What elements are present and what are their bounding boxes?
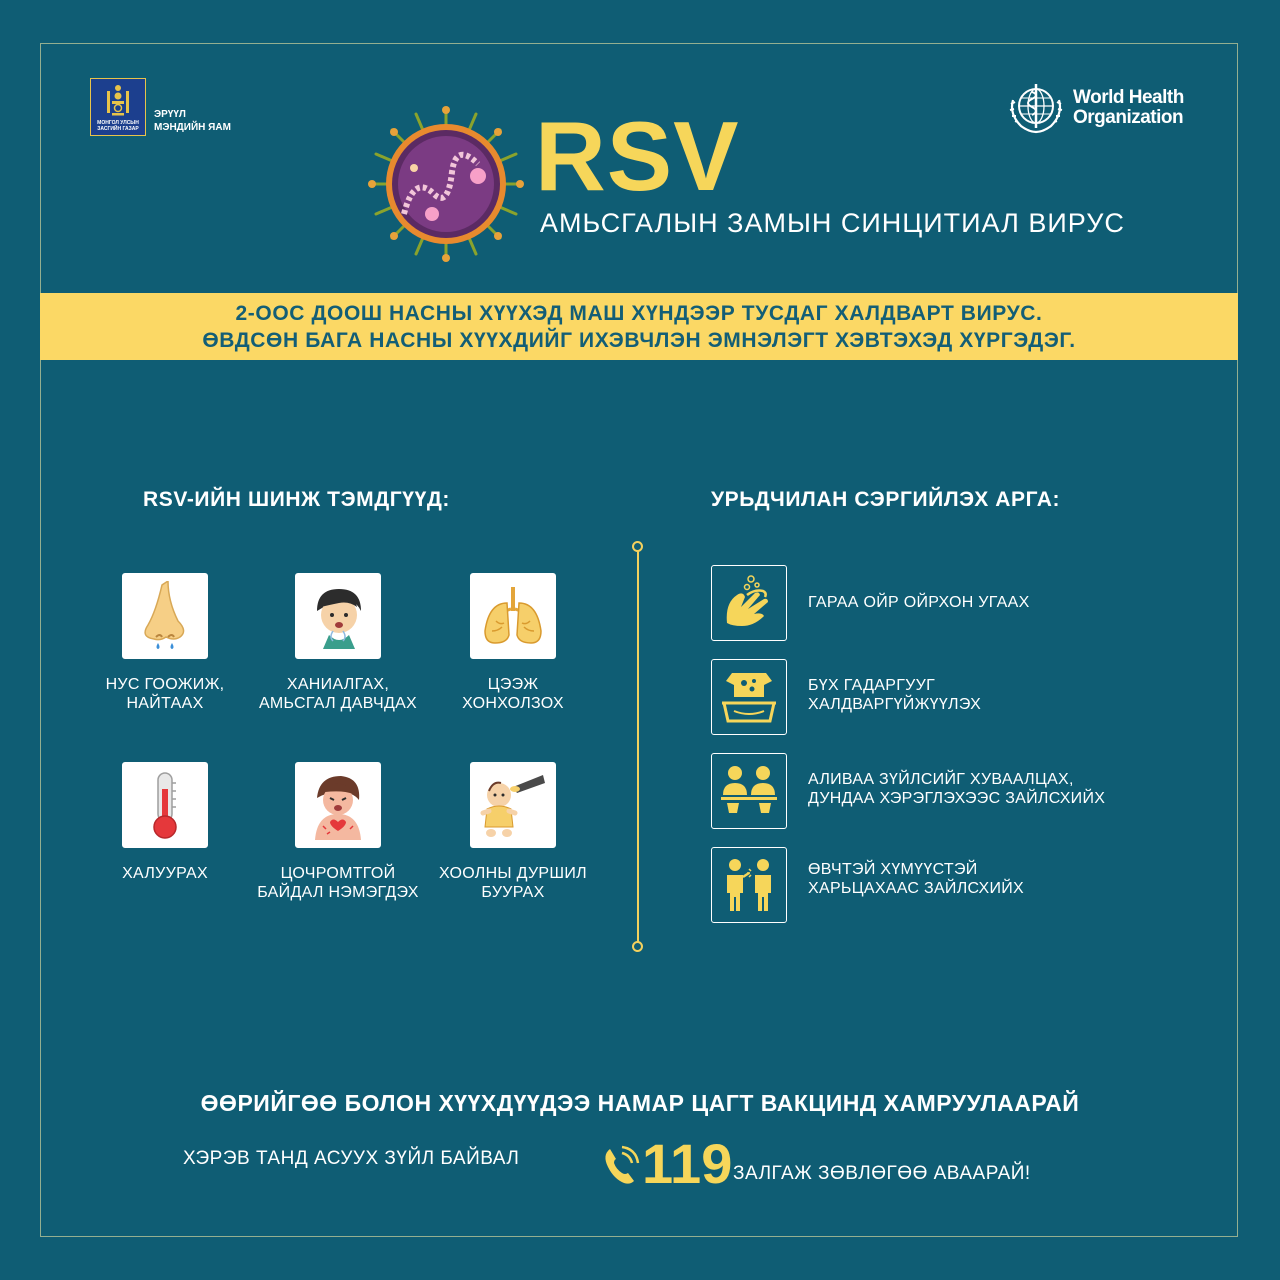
prevention-no-sharing-label bbox=[808, 770, 1105, 808]
prevention-no-sharing-box bbox=[711, 753, 787, 829]
prevention-handwash-box bbox=[711, 565, 787, 641]
prevention-3-line2: ДУНДАА ХЭРЭГЛЭХЭЭС ЗАЙЛСХИЙХ bbox=[808, 790, 1106, 807]
prevention-disinfect-box bbox=[711, 659, 787, 735]
prevention-2-line2: ХАЛДВАРГҮЙЖҮҮЛЭХ bbox=[808, 696, 982, 713]
symptom-runny-nose-label bbox=[70, 675, 260, 713]
who-name-line2: Organization bbox=[1073, 107, 1184, 128]
symptom-1-line2: НАЙТААХ bbox=[126, 695, 204, 712]
symptom-irritable-label bbox=[243, 864, 433, 902]
prevention-avoid-sick-label bbox=[808, 860, 1024, 898]
prevention-2-line1: БҮХ ГАДАРГУУГ bbox=[808, 677, 936, 694]
symptom-6-line1: ХООЛНЫ ДУРШИЛ bbox=[439, 865, 587, 882]
warning-banner bbox=[40, 293, 1238, 360]
symptom-chest-label bbox=[418, 675, 608, 713]
hand-washing-icon bbox=[721, 573, 777, 633]
section-divider bbox=[637, 547, 639, 947]
symptom-1-line1: НУС ГООЖИЖ, bbox=[105, 676, 225, 693]
virus-illustration bbox=[366, 104, 526, 264]
ministry-of-health-logo bbox=[90, 78, 231, 136]
who-name-line1: World Health bbox=[1073, 87, 1184, 108]
symptom-5-line2: БАЙДАЛ НЭМЭГДЭХ bbox=[257, 884, 419, 901]
symptom-nose-box bbox=[122, 573, 208, 659]
vaccination-call-to-action: ӨӨРИЙГӨӨ БОЛОН ХҮҮХДҮҮДЭЭ НАМАР ЦАГТ ВАКЦИНД ХАМРУУЛААРАЙ bbox=[200, 1090, 1080, 1116]
avoid-sick-people-icon bbox=[719, 855, 779, 915]
symptom-lungs-box bbox=[470, 573, 556, 659]
symptom-cough-label bbox=[243, 675, 433, 713]
ministry-name bbox=[154, 108, 231, 134]
symptom-3-line2: ХОНХОЛЗОХ bbox=[462, 695, 564, 712]
hotline-number[interactable]: 119 bbox=[642, 1132, 733, 1195]
prevention-handwash-label bbox=[808, 593, 1030, 612]
baby-refusing-food-icon bbox=[477, 769, 549, 841]
prevention-4-line1: ӨВЧТЭЙ ХҮМҮҮСТЭЙ bbox=[808, 861, 978, 878]
who-logo bbox=[1005, 80, 1184, 136]
emblem-caption-line2: ЗАСГИЙН ГАЗАР bbox=[97, 126, 139, 132]
page-subtitle: АМЬСГАЛЫН ЗАМЫН СИНЦИТИАЛ ВИРУС bbox=[540, 208, 1125, 238]
symptom-6-line2: БУУРАХ bbox=[481, 884, 545, 901]
symptoms-heading: RSV-ИЙН ШИНЖ ТЭМДГҮҮД: bbox=[143, 488, 451, 511]
page-title: RSV bbox=[535, 101, 740, 211]
symptom-appetite-box bbox=[470, 762, 556, 848]
phone-icon bbox=[602, 1145, 640, 1185]
prevention-4-line2: ХАРЬЦАХААС ЗАЙЛСХИЙХ bbox=[808, 880, 1025, 897]
who-emblem-icon bbox=[1005, 80, 1067, 136]
ministry-name-line2: МЭНДИЙН ЯАМ bbox=[154, 122, 231, 133]
prevention-1-line1: ГАРАА ОЙР ОЙРХОН УГААХ bbox=[808, 594, 1030, 611]
divider-top-dot bbox=[632, 541, 643, 552]
prevention-heading: УРЬДЧИЛАН СЭРГИЙЛЭХ АРГА: bbox=[711, 488, 1061, 511]
emblem-caption-line1: МОНГОЛ УЛСЫН bbox=[97, 120, 139, 126]
symptom-cough-box bbox=[295, 573, 381, 659]
nose-icon bbox=[140, 581, 190, 651]
symptom-irritable-box bbox=[295, 762, 381, 848]
banner-line-2: ӨВДСӨН БАГА НАСНЫ ХҮҮХДИЙГ ИХЭВЧЛЭН ЭМНЭЛЭГТ ХЭВТЭХЭД ХҮРГЭДЭГ. bbox=[202, 328, 1076, 352]
irritable-child-icon bbox=[303, 770, 373, 840]
prevention-3-line1: АЛИВАА ЗҮЙЛСИЙГ ХУВААЛЦАХ, bbox=[808, 771, 1074, 788]
divider-bottom-dot bbox=[632, 941, 643, 952]
banner-line-1: 2-ООС ДООШ НАСНЫ ХҮҮХЭД МАШ ХҮНДЭЭР ТУСДАГ ХАЛДВАРТ ВИРУС. bbox=[235, 301, 1043, 325]
symptom-4-line1: ХАЛУУРАХ bbox=[122, 865, 208, 882]
contact-suffix: ЗАЛГАЖ ЗӨВЛӨГӨӨ АВААРАЙ! bbox=[733, 1163, 1031, 1184]
symptom-2-line1: ХАНИАЛГАХ, bbox=[286, 676, 390, 693]
prevention-disinfect-label bbox=[808, 676, 981, 714]
symptom-5-line1: ЦОЧРОМТГОЙ bbox=[280, 865, 396, 882]
symptom-fever-label bbox=[70, 864, 260, 883]
symptom-appetite-label bbox=[418, 864, 608, 902]
soyombo-icon bbox=[103, 83, 133, 119]
thermometer-icon bbox=[145, 769, 185, 841]
symptom-2-line2: АМЬСГАЛ ДАВЧДАХ bbox=[258, 695, 418, 712]
symptom-3-line1: ЦЭЭЖ bbox=[487, 676, 539, 693]
lungs-icon bbox=[478, 581, 548, 651]
mongolia-emblem bbox=[90, 78, 146, 136]
coughing-child-icon bbox=[303, 581, 373, 651]
no-sharing-icon bbox=[719, 763, 779, 819]
contact-prefix: ХЭРЭВ ТАНД АСУУХ ЗҮЙЛ БАЙВАЛ bbox=[183, 1148, 520, 1169]
symptom-fever-box bbox=[122, 762, 208, 848]
emblem-caption bbox=[97, 120, 139, 132]
disinfect-surfaces-icon bbox=[720, 669, 778, 725]
prevention-avoid-sick-box bbox=[711, 847, 787, 923]
ministry-name-line1: ЭРҮҮЛ bbox=[154, 109, 186, 120]
